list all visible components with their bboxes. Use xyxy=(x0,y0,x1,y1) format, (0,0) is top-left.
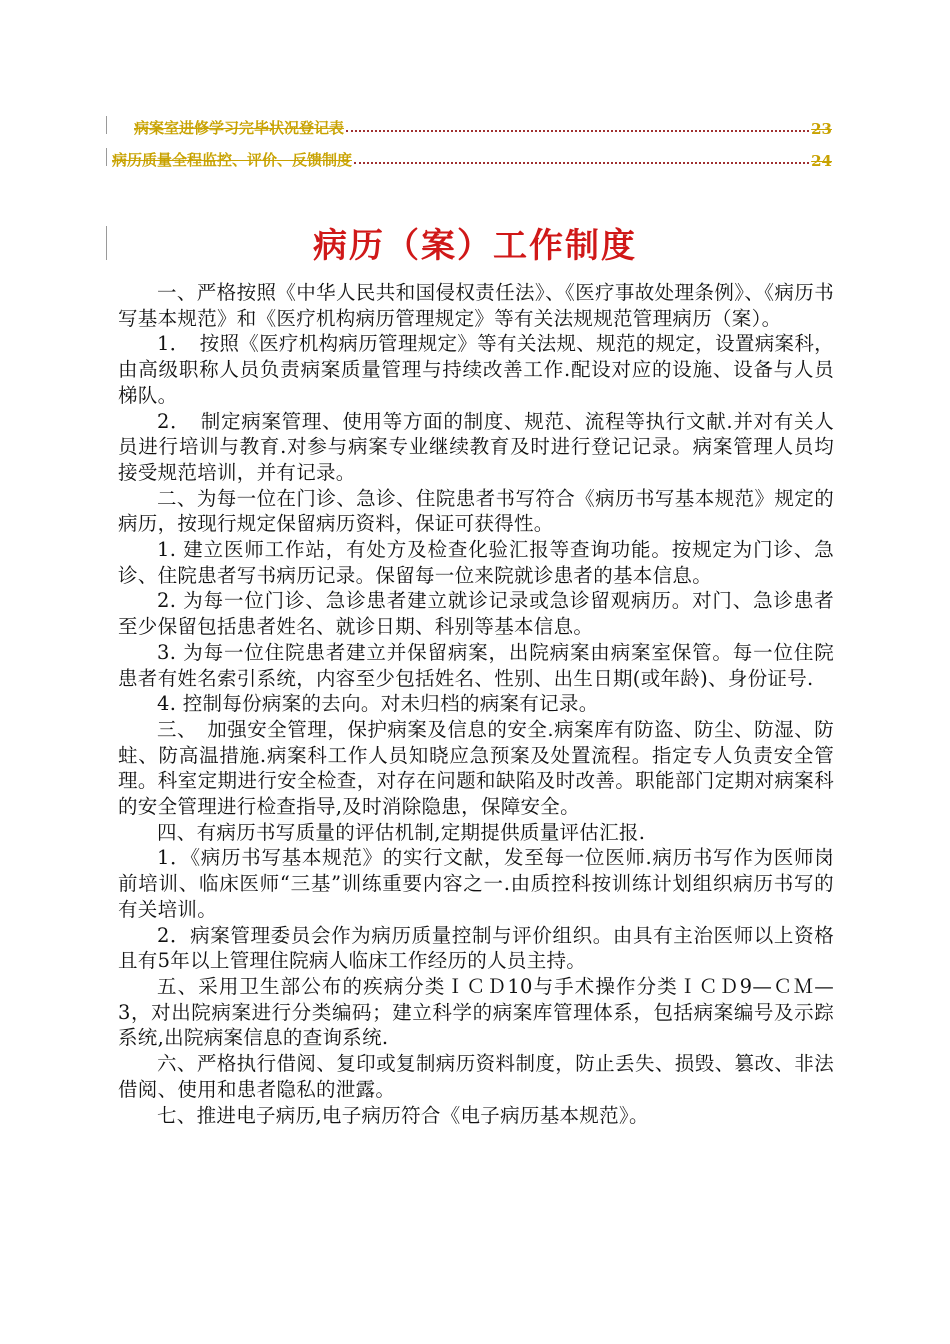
toc-entry-title[interactable]: 病历质量全程监控、评价、反馈制度 xyxy=(112,151,353,169)
paragraph: 3. 为每一位住院患者建立并保留病案，出院病案由病案室保管。每一位住院患者有姓名索引系统，内容至少包括姓名、性别、出生日期(或年龄)、身份证号. xyxy=(118,640,834,690)
margin-mark xyxy=(106,116,107,134)
paragraph: 1．《病历书写基本规范》的实行文献，发至每一位医师.病历书写作为医师岗前培训、临床医师“三基”训练重要内容之一.由质控科按训练计划组织病历书写的有关培训。 xyxy=(118,846,834,921)
toc-entry[interactable] xyxy=(112,144,832,170)
paragraph: 2. 为每一位门诊、急诊患者建立就诊记录或急诊留观病历。对门、急诊患者至少保留包括患者姓名、就诊日期、科别等基本信息。 xyxy=(118,589,834,639)
paragraph: 二、为每一位在门诊、急诊、住院患者书写符合《病历书写基本规范》规定的病历，按现行规定保留病历资料，保证可获得性。 xyxy=(118,486,834,536)
margin-mark xyxy=(106,148,107,166)
toc-entry-page[interactable]: 24 xyxy=(811,152,832,170)
document-body xyxy=(118,280,834,1128)
toc-leader-dots xyxy=(354,161,809,164)
paragraph: 2．病案管理委员会作为病历质量控制与评价组织。由具有主治医师以上资格且有5年以上管理住院病人临床工作经历的人员主持。 xyxy=(118,923,834,973)
paragraph: 1． 按照《医疗机构病历管理规定》等有关法规、规范的规定，设置病案科，由高级职称人员负责病案质量管理与持续改善工作.配设对应的设施、设备与人员梯队。 xyxy=(118,332,834,407)
toc-leader-dots xyxy=(346,129,809,132)
toc-entry-title[interactable]: 病案室进修学习完毕状况登记表 xyxy=(134,119,345,137)
paragraph: 七、推进电子病历,电子病历符合《电子病历基本规范》。 xyxy=(157,1103,649,1127)
toc-entry-page[interactable]: 23 xyxy=(811,120,832,138)
paragraph: 2． 制定病案管理、使用等方面的制度、规范、流程等执行文献.并对有关人员进行培训与教育.对参与病案专业继续教育及时进行登记记录。病案管理人员均接受规范培训，并有记录。 xyxy=(118,409,834,484)
paragraph: 五、采用卫生部公布的疾病分类ＩＣＤ10与手术操作分类ＩＣＤ9—ＣＭ—3，对出院病案进行分类编码；建立科学的病案库管理体系，包括病案编号及示踪系统,出院病案信息的查询系统. xyxy=(118,974,834,1050)
paragraph: 一、严格按照《中华人民共和国侵权责任法》、《医疗事故处理条例》、《病历书写基本规范》和《医疗机构病历管理规定》等有关法规规范管理病历（案）。 xyxy=(118,281,834,330)
paragraph: 四、有病历书写质量的评估机制,定期提供质量评估汇报. xyxy=(157,820,646,844)
toc-entry[interactable] xyxy=(112,112,832,138)
paragraph: 4. 控制每份病案的去向。对未归档的病案有记录。 xyxy=(157,692,599,716)
paragraph: 六、严格执行借阅、复印或复制病历资料制度，防止丢失、损毁、篡改、非法借阅、使用和患者隐私的泄露。 xyxy=(118,1052,834,1101)
paragraph: 三、 加强安全管理，保护病案及信息的安全.病案库有防盗、防尘、防湿、防蛀、防高温措施.病案科工作人员知晓应急预案及处置流程。指定专人负责安全管理。科室定期进行安全检查，对存在问题和缺陷及时改善。职能部门定期对病案科的安全管理进行检查指导,及时消除隐患，保障安全。 xyxy=(118,717,834,819)
paragraph: 1. 建立医师工作站，有处方及检查化验汇报等查询功能。按规定为门诊、急诊、住院患者写书病历记录。保留每一位来院就诊患者的基本信息。 xyxy=(118,538,834,587)
document-heading: 病历（案）工作制度 xyxy=(313,226,637,266)
